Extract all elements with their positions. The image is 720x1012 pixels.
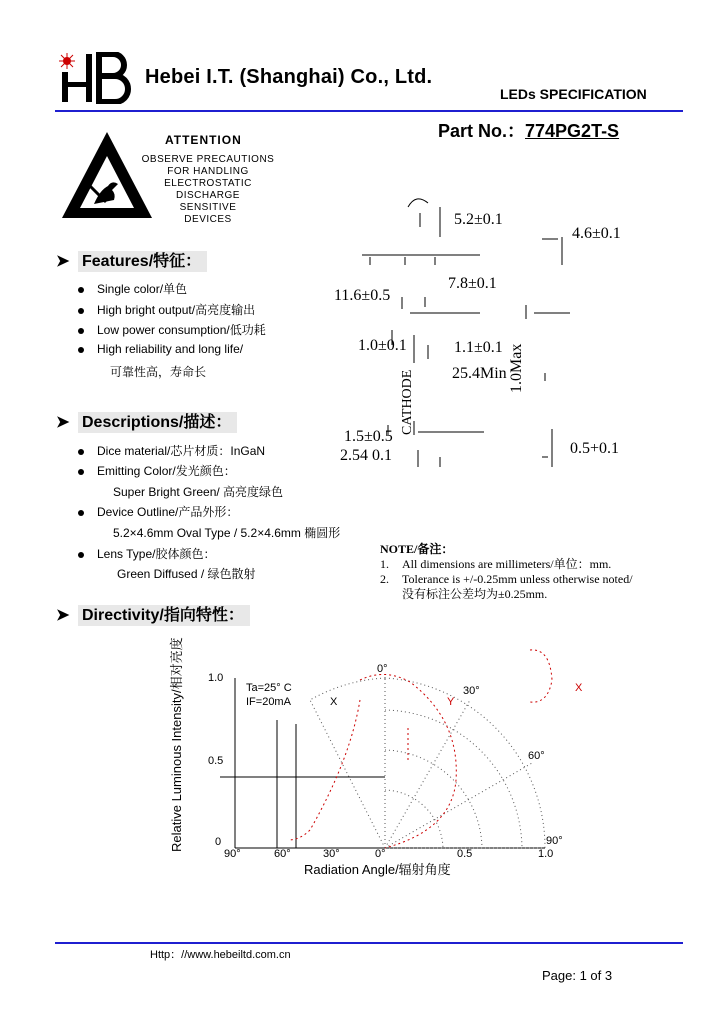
feature-continuation: 可靠性高，寿命长 xyxy=(110,365,207,379)
dim-1-0max: 1.0Max xyxy=(508,343,525,393)
desc-outline-value: 5.2×4.6mm Oval Type / 5.2×4.6mm 椭圆形 xyxy=(113,526,341,540)
company-logo xyxy=(55,52,135,104)
footer-url[interactable]: Http：//www.hebeiltd.com.cn xyxy=(150,949,291,961)
y-axis-label: Relative Luminous Intensity/相对亮度 xyxy=(169,637,184,852)
spec-title: LEDs SPECIFICATION xyxy=(500,86,647,102)
attention-title: ATTENTION xyxy=(165,133,242,147)
page-number: Page: 1 of 3 xyxy=(542,968,613,983)
y-tick: 0.5 xyxy=(208,755,224,767)
x-tick: 60° xyxy=(274,848,291,860)
dim-1-0: 1.0±0.1 xyxy=(358,337,407,354)
x-axis-label: Radiation Angle/辐射角度 xyxy=(304,862,451,877)
feature-item: Single color/单色 xyxy=(78,280,187,297)
x-tick: 30° xyxy=(323,848,340,860)
y-tick: 1.0 xyxy=(208,672,224,684)
desc-emitting: Emitting Color/发光颜色： xyxy=(78,462,236,479)
desc-lens-value: Green Diffused / 绿色散射 xyxy=(117,567,256,581)
directivity-chart xyxy=(160,637,590,880)
dim-11-6: 11.6±0.5 xyxy=(334,287,391,304)
dim-7-8: 7.8±0.1 xyxy=(448,275,497,292)
condition-current: IF=20mA xyxy=(246,696,291,708)
curve-x-label: X xyxy=(330,696,338,708)
dim-1-1: 1.1±0.1 xyxy=(454,339,503,356)
angle-label: 60° xyxy=(528,750,545,762)
arrow-icon: ➤ xyxy=(56,253,70,270)
header-rule xyxy=(55,110,683,112)
part-number: Part No.：774PG2T-S xyxy=(438,121,620,141)
feature-item: Low power consumption/低功耗 xyxy=(78,321,266,338)
legend-x-label: X xyxy=(575,682,583,694)
dim-1-5: 1.5±0.5 xyxy=(344,428,393,445)
attention-text: OBSERVE PRECAUTIONS FOR HANDLING ELECTROSTATIC DISCHARGE SENSITIVE DEVICES xyxy=(141,154,275,225)
dim-5-2: 5.2±0.1 xyxy=(454,211,503,228)
dim-0-5: 0.5+0.1 xyxy=(570,440,620,457)
features-heading: ➤ Features/特征： xyxy=(56,248,207,271)
company-name: Hebei I.T. (Shanghai) Co., Ltd. xyxy=(145,66,433,88)
feature-item: High bright output/高亮度输出 xyxy=(78,301,255,318)
x-tick: 0° xyxy=(375,848,386,860)
descriptions-heading: ➤ Descriptions/描述： xyxy=(56,409,237,432)
x-tick: 1.0 xyxy=(538,848,554,860)
feature-item: High reliability and long life/ xyxy=(78,342,243,356)
angle-label: 30° xyxy=(463,685,480,697)
arrow-icon: ➤ xyxy=(56,607,70,624)
dim-2-54: 2.54 0.1 xyxy=(340,447,392,464)
x-tick: 0.5 xyxy=(457,848,473,860)
note-block: NOTE/备注： 1. All dimensions are millimeters/单位：mm. 2. Tolerance is +/-0.25mm unless otherwise noted/ 没有标注公差均为±0.25mm. xyxy=(380,542,633,601)
cathode-label: CATHODE xyxy=(400,369,415,435)
curve-y-label: Y xyxy=(447,696,455,708)
arrow-icon: ➤ xyxy=(56,414,70,431)
desc-outline: Device Outline/产品外形： xyxy=(78,503,238,520)
angle-label: 90° xyxy=(546,835,563,847)
desc-lens: Lens Type/胶体颜色： xyxy=(78,545,216,562)
desc-dice: Dice material/芯片材质：InGaN xyxy=(78,442,265,459)
outline-drawing xyxy=(330,185,660,475)
angle-label: 0° xyxy=(377,663,388,675)
condition-temp: Ta=25° C xyxy=(246,682,292,694)
footer-rule xyxy=(55,942,683,944)
x-tick: 90° xyxy=(224,848,241,860)
dim-4-6: 4.6±0.1 xyxy=(572,225,621,242)
directivity-heading: ➤ Directivity/指向特性： xyxy=(56,602,250,625)
y-tick: 0 xyxy=(215,836,222,848)
desc-emitting-value: Super Bright Green/ 高亮度绿色 xyxy=(113,485,284,499)
dim-25-4: 25.4Min xyxy=(452,365,507,382)
